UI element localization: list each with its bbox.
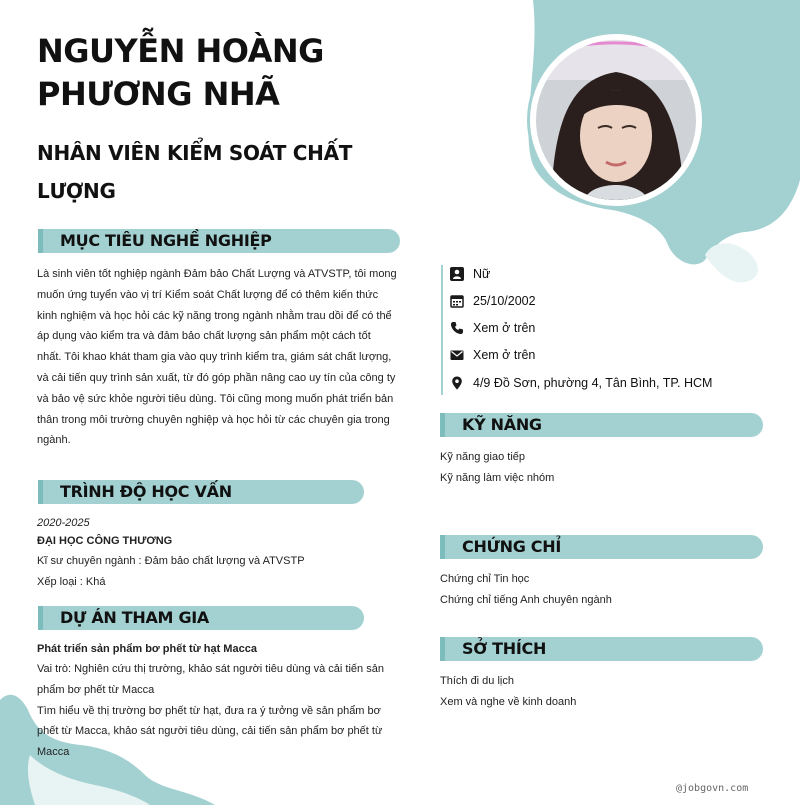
- avatar: [536, 40, 696, 200]
- job-title-line-1: NHÂN VIÊN KIỂM SOÁT CHẤT: [37, 141, 353, 165]
- hobby-item: Xem và nghe về kinh doanh: [440, 696, 577, 708]
- section-skills-header: [440, 413, 763, 437]
- objective-line: ngành.: [37, 434, 71, 447]
- section-projects-header: [38, 606, 364, 630]
- section-hobbies-header: [440, 637, 763, 661]
- skill-item: Kỹ năng làm việc nhóm: [440, 472, 555, 484]
- project-line: phẩm bơ phết từ Macca: [37, 683, 155, 696]
- education-school: ĐẠI HỌC CÔNG THƯƠNG: [37, 535, 173, 547]
- section-hobbies-title: SỞ THÍCH: [462, 639, 547, 658]
- section-certificates-title: CHỨNG CHỈ: [462, 537, 561, 556]
- education-years: 2020-2025: [37, 517, 90, 529]
- section-projects-title: DỰ ÁN THAM GIA: [60, 608, 210, 627]
- section-skills-title: KỸ NĂNG: [462, 415, 542, 434]
- section-objective-title: MỤC TIÊU NGHỀ NGHIỆP: [60, 231, 272, 250]
- location-pin-icon: [450, 376, 464, 390]
- objective-line: nhất. Tôi khao khát tham gia vào quy trình kiểm tra, giám sát chất lượng,: [37, 351, 392, 364]
- job-title-line-2: LƯỢNG: [37, 179, 116, 203]
- hobby-item: Thích đi du lịch: [440, 675, 514, 687]
- objective-line: Là sinh viên tốt nghiệp ngành Đảm bảo Chất Lượng và ATVSTP, tôi mong: [37, 268, 397, 280]
- person-icon: [450, 267, 464, 281]
- project-line: Vai trò: Nghiên cứu thị trường, khảo sát người tiêu dùng và cải tiến sản: [37, 663, 384, 675]
- email-icon: [450, 348, 464, 362]
- objective-line: thân trong môi trường chuyên nghiệp và học hỏi từ các chuyên gia trong: [37, 413, 390, 426]
- contact-phone: [450, 319, 535, 337]
- education-major: Kĩ sư chuyên ngành : Đảm bảo chất lượng và ATVSTP: [37, 555, 305, 567]
- section-certificates-header: [440, 535, 763, 559]
- certificate-item: Chứng chỉ Tin học: [440, 573, 530, 585]
- contact-gender-text: Nữ: [473, 267, 491, 281]
- contact-address-text: 4/9 Đồ Sơn, phường 4, Tân Bình, TP. HCM: [473, 376, 713, 390]
- name-line-2: PHƯƠNG NHÃ: [37, 75, 280, 113]
- watermark: @jobgovn.com: [676, 783, 749, 794]
- calendar-icon: [450, 294, 464, 308]
- job-title: [37, 134, 367, 210]
- section-education-title: TRÌNH ĐỘ HỌC VẤN: [60, 482, 232, 501]
- contact-phone-text: Xem ở trên: [473, 321, 536, 335]
- contact-birthday-text: 25/10/2002: [473, 294, 536, 308]
- project-line: phết từ Macca, khảo sát người tiêu dùng, cải tiến sản phẩm bơ phết từ: [37, 725, 383, 738]
- contact-email: [450, 346, 535, 364]
- contact-email-text: Xem ở trên: [473, 348, 536, 362]
- project-description: [37, 659, 407, 763]
- project-line: Tìm hiểu về thị trường bơ phết từ hạt, đưa ra ý tưởng về sản phẩm bơ: [37, 704, 381, 717]
- full-name: [37, 30, 437, 116]
- objective-line: áp dụng vào kiểm tra và đảm bảo chất lượng sản phẩm một cách tốt: [37, 330, 371, 343]
- section-objective-header: [38, 229, 400, 253]
- education-rank: Xếp loại : Khá: [37, 576, 106, 588]
- contact-birthday: [450, 292, 536, 310]
- objective-line: và cải tiến quy trình sản xuất, từ đó góp phần nâng cao uy tín của công ty: [37, 371, 396, 384]
- contact-divider: [441, 265, 443, 395]
- project-name: Phát triển sản phẩm bơ phết từ hạt Macca: [37, 643, 257, 655]
- name-line-1: NGUYỄN HOÀNG: [37, 32, 324, 70]
- project-line: Macca: [37, 746, 70, 759]
- certificate-item: Chứng chỉ tiếng Anh chuyên ngành: [440, 594, 612, 606]
- objective-line: và bảo vệ sức khỏe người tiêu dùng. Tôi cũng mong muốn phát triển bản: [37, 392, 394, 405]
- objective-text: [37, 264, 407, 451]
- objective-line: muốn ứng tuyển vào vị trí Kiểm soát Chất lượng để có thêm kiến thức: [37, 288, 379, 301]
- skill-item: Kỹ năng giao tiếp: [440, 451, 526, 463]
- phone-icon: [450, 321, 464, 335]
- section-education-header: [38, 480, 364, 504]
- objective-line: kinh nghiệm và học hỏi các kỹ năng trong ngành nhằm trau dồi để có thể: [37, 309, 392, 322]
- contact-address: [450, 374, 712, 392]
- contact-gender: [450, 265, 490, 283]
